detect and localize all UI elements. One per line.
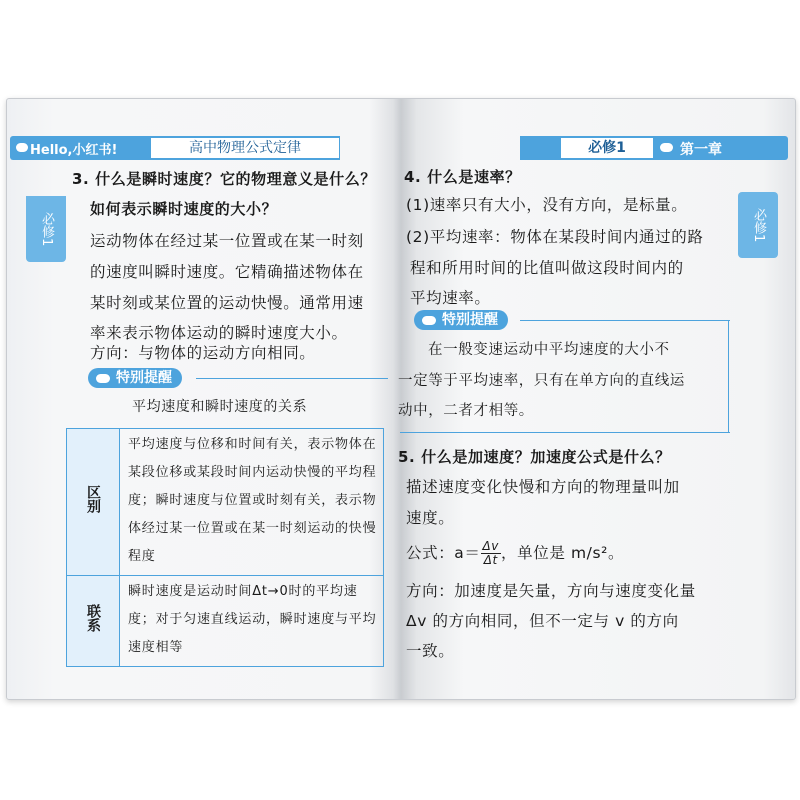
rate-line: (1)速率只有大小，没有方向，是标量。 <box>406 196 688 214</box>
answer-line: 率来表示物体运动的瞬时速度大小。 <box>90 324 348 342</box>
answer-line: 的速度叫瞬时速度。它精确描述物体在 <box>90 263 364 281</box>
reminder-line: 一定等于平均速率，只有在单方向的直线运 <box>398 373 685 389</box>
cloud-logo-icon <box>16 143 28 152</box>
accel-line: 速度。 <box>406 509 455 527</box>
special-reminder-text: 特别提醒 <box>442 312 498 328</box>
fraction-denominator: Δt <box>483 553 498 567</box>
special-reminder-label <box>88 368 182 388</box>
question-3-line1: 3. 什么是瞬时速度？它的物理意义是什么？ <box>72 170 376 188</box>
cloud-logo-icon <box>660 143 673 152</box>
book-title: 高中物理公式定律 <box>150 137 340 159</box>
direction-line: 方向：与物体的运动方向相同。 <box>90 344 316 362</box>
reminder-line: 动中，二者才相等。 <box>398 403 534 419</box>
row-label <box>67 429 120 576</box>
answer-line: 运动物体在经过某一位置或在某一时刻 <box>90 232 364 250</box>
question-5: 5. 什么是加速度？加速度公式是什么？ <box>398 448 671 466</box>
row-text: 平均速度与位移和时间有关，表示物体在某段位移或某段时间内运动快慢的平均程度；瞬时速度与位置或时刻有关，表示物体经过某一位置或在某一时刻运动的快慢程度 <box>120 429 384 576</box>
right-page-header <box>520 136 788 160</box>
special-reminder-text: 特别提醒 <box>116 370 172 386</box>
question-3-line2: 如何表示瞬时速度的大小？ <box>90 200 278 218</box>
direction-line: 一致。 <box>406 642 455 660</box>
reminder-rule <box>400 432 730 433</box>
reminder-subtitle: 平均速度和瞬时速度的关系 <box>132 399 308 415</box>
table-row <box>67 429 384 576</box>
direction-line: Δv 的方向相同，但不一定与 v 的方向 <box>406 612 679 630</box>
table-row <box>67 576 384 667</box>
rate-line: (2)平均速率：物体在某段时间内通过的路 <box>406 228 704 246</box>
reminder-rule <box>520 320 730 321</box>
rate-line: 程和所用时间的比值叫做这段时间内的 <box>410 259 684 277</box>
row-label-text: 区别 <box>85 484 101 513</box>
accel-line: 描述速度变化快慢和方向的物理量叫加 <box>406 478 680 496</box>
row-label <box>67 576 120 667</box>
left-page-header <box>10 136 340 160</box>
answer-line: 某时刻或某位置的运动快慢。通常用速 <box>90 294 364 312</box>
row-label-text: 联系 <box>85 603 101 632</box>
comparison-table <box>66 428 384 667</box>
row-text: 瞬时速度是运动时间Δt→0时的平均速度；对于匀速直线运动，瞬时速度与平均速度相等 <box>120 576 384 667</box>
question-4: 4. 什么是速率？ <box>404 168 521 186</box>
special-reminder-label <box>414 310 508 330</box>
direction-line: 方向：加速度是矢量，方向与速度变化量 <box>406 582 696 600</box>
fraction-numerator: Δv <box>482 539 500 553</box>
cloud-logo-icon <box>422 316 436 325</box>
side-tab-left: 必修1 <box>26 196 66 262</box>
formula-line <box>406 538 624 569</box>
cloud-logo-icon <box>96 374 110 383</box>
chapter-label: 第一章 <box>680 142 722 158</box>
reminder-rule <box>196 378 388 379</box>
reminder-line: 在一般变速运动中平均速度的大小不 <box>428 342 670 358</box>
brand-label: Hello,小红书! <box>30 143 118 158</box>
volume-label: 必修1 <box>560 137 654 159</box>
formula-fraction <box>481 540 502 567</box>
reminder-rule <box>728 320 729 432</box>
formula-prefix: 公式：a＝ <box>406 544 481 562</box>
side-tab-right: 必修1 <box>738 192 778 258</box>
rate-line: 平均速率。 <box>410 289 491 307</box>
formula-suffix: ，单位是 m/s²。 <box>501 544 625 562</box>
